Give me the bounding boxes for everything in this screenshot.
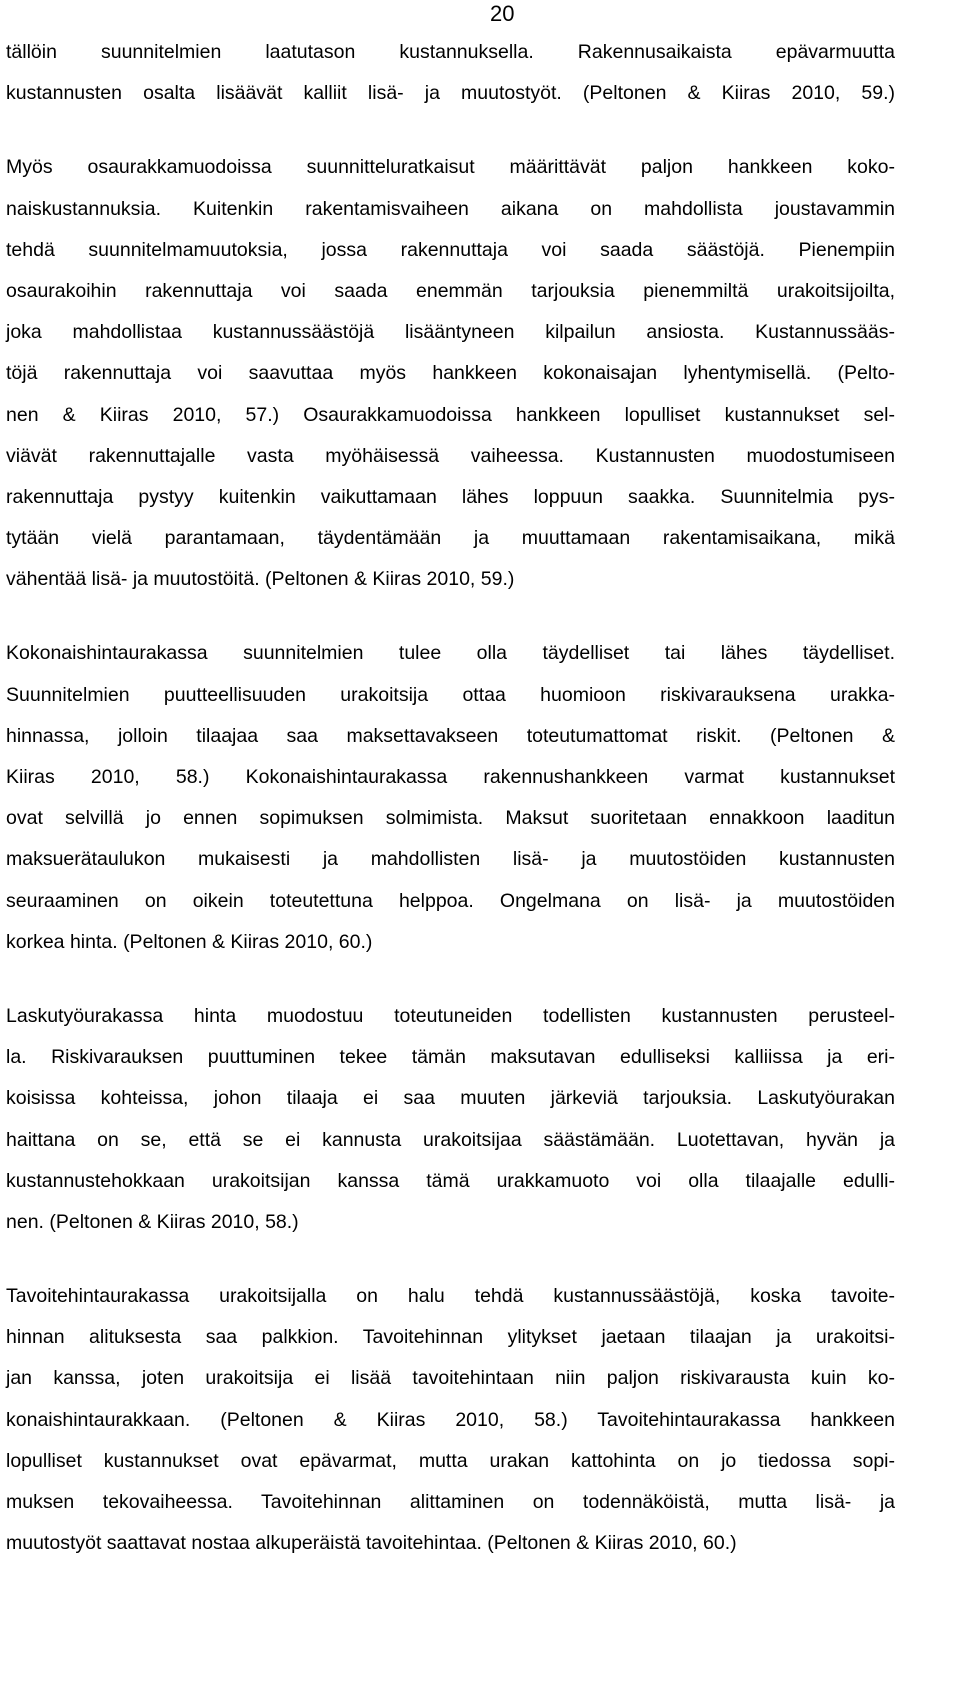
text-line: muksen tekovaiheessa. Tavoitehinnan alittaminen on todennäköistä, mutta lisä- ja — [6, 1491, 895, 1513]
paragraph — [6, 996, 895, 1243]
text-line: jan kanssa, joten urakoitsija ei lisää tavoitehintaan niin paljon riskivarausta kuin ko- — [6, 1367, 895, 1390]
text-line: tytään vielä parantamaan, täydentämään ja muuttamaan rakentamisaikana, mikä — [6, 527, 895, 550]
text-line: korkea hinta. (Peltonen & Kiiras 2010, 60.) — [6, 930, 373, 953]
text-line: seuraaminen on oikein toteutettuna helppoa. Ongelmana on lisä- ja muutostöiden — [6, 889, 895, 912]
text-line: rakennuttaja pystyy kuitenkin vaikuttamaan lähes loppuun saakka. Suunnitelmia pys- — [6, 485, 895, 508]
text-line: Laskutyöurakassa hinta muodostuu toteutuneiden todellisten kustannusten perusteel- — [6, 1004, 895, 1027]
text-line: koisissa kohteissa, johon tilaaja ei saa muuten järkeviä tarjouksia. Laskutyöurakan — [6, 1087, 895, 1110]
paragraph — [6, 147, 895, 600]
paragraph — [6, 32, 895, 114]
document-body — [6, 32, 895, 1597]
text-line: Kokonaishintaurakassa suunnitelmien tulee olla täydelliset tai lähes täydelliset. — [6, 642, 895, 665]
text-line: maksuerätaulukon mukaisesti ja mahdollisten lisä- ja muutostöiden kustannusten — [6, 848, 895, 871]
text-line: kustannusten osalta lisäävät kalliit lisä- ja muutostyöt. (Peltonen & Kiiras 2010, 59.) — [6, 82, 895, 105]
paragraph — [6, 633, 895, 963]
text-line: naiskustannuksia. Kuitenkin rakentamisvaiheen aikana on mahdollista joustavammin — [6, 197, 895, 220]
text-line: osaurakoihin rakennuttaja voi saada enemmän tarjouksia pienemmiltä urakoitsijoilta, — [6, 279, 895, 302]
text-line: Suunnitelmien puutteellisuuden urakoitsija ottaa huomioon riskivarauksena urakka- — [6, 683, 895, 706]
text-line: nen & Kiiras 2010, 57.) Osaurakkamuodoissa hankkeen lopulliset kustannukset sel- — [6, 403, 895, 426]
text-line: Kiiras 2010, 58.) Kokonaishintaurakassa rakennushankkeen varmat kustannukset — [6, 766, 895, 788]
text-line: töjä rakennuttaja voi saavuttaa myös hankkeen kokonaisajan lyhentymisellä. (Pelto- — [6, 362, 895, 385]
text-line: Tavoitehintaurakassa urakoitsijalla on halu tehdä kustannussäästöjä, koska tavoite- — [6, 1285, 895, 1308]
text-line: kustannustehokkaan urakoitsijan kanssa tämä urakkamuoto voi olla tilaajalle edulli- — [6, 1169, 895, 1192]
text-line: joka mahdollistaa kustannussäästöjä lisääntyneen kilpailun ansiosta. Kustannussääs- — [6, 321, 895, 344]
text-line: ovat selvillä jo ennen sopimuksen solmimista. Maksut suoritetaan ennakkoon laaditun — [6, 807, 895, 830]
page-number: 20 — [490, 1, 515, 26]
text-line: hinnan alituksesta saa palkkion. Tavoitehinnan ylitykset jaetaan tilaajan ja urakoitsi- — [6, 1326, 895, 1349]
text-line: tehdä suunnitelmamuutoksia, jossa rakennuttaja voi saada säästöjä. Pienempiin — [6, 238, 895, 261]
text-line: haittana on se, että se ei kannusta urakoitsijaa säästämään. Luotettavan, hyvän ja — [6, 1128, 895, 1151]
text-line: tällöin suunnitelmien laatutason kustannuksella. Rakennusaikaista epävarmuutta — [6, 41, 895, 63]
text-line: konaishintaurakkaan. (Peltonen & Kiiras 2010, 58.) Tavoitehintaurakassa hankkeen — [6, 1408, 895, 1431]
text-line: nen. (Peltonen & Kiiras 2010, 58.) — [6, 1210, 299, 1233]
text-line: hinnassa, jolloin tilaajaa saa maksettavakseen toteutumattomat riskit. (Peltonen & — [6, 724, 895, 747]
text-line: Myös osaurakkamuodoissa suunnitteluratkaisut määrittävät paljon hankkeen koko- — [6, 156, 895, 179]
paragraph — [6, 1276, 895, 1564]
text-line: viävät rakennuttajalle vasta myöhäisessä vaiheessa. Kustannusten muodostumiseen — [6, 444, 895, 467]
text-line: lopulliset kustannukset ovat epävarmat, mutta urakan kattohinta on jo tiedossa sopi- — [6, 1449, 895, 1472]
text-line: vähentää lisä- ja muutostöitä. (Peltonen & Kiiras 2010, 59.) — [6, 568, 515, 591]
text-line: muutostyöt saattavat nostaa alkuperäistä tavoitehintaa. (Peltonen & Kiiras 2010, 60.) — [6, 1532, 737, 1555]
text-line: la. Riskivarauksen puuttuminen tekee tämän maksutavan edulliseksi kalliissa ja eri- — [6, 1046, 895, 1069]
